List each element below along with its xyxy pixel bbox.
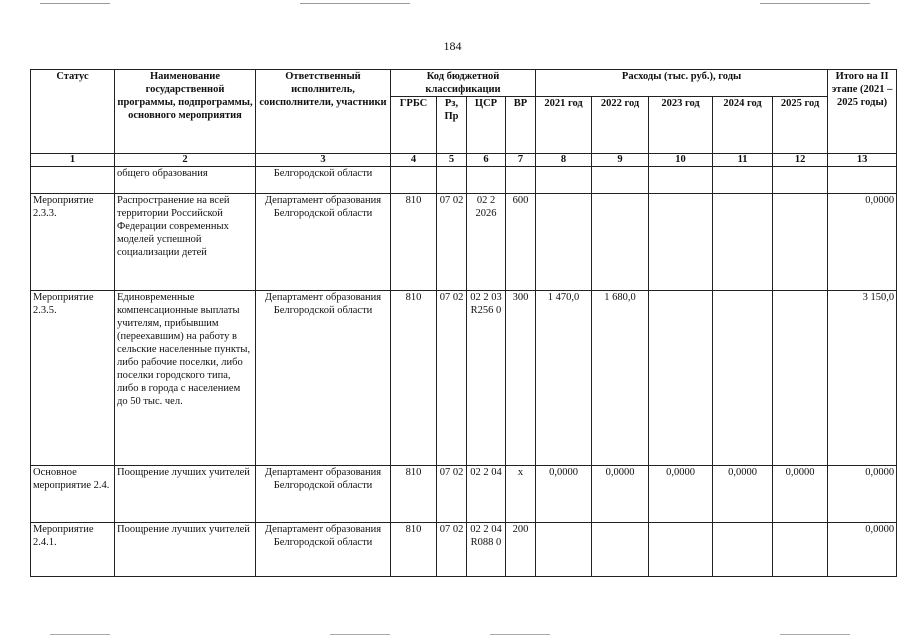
table-row <box>31 291 897 466</box>
header-status: Статус <box>31 70 115 154</box>
header-year-2022: 2022 год <box>592 97 649 154</box>
page-number: 184 <box>443 39 462 53</box>
header-rz-pr: Рз, Пр <box>437 97 467 154</box>
table-row <box>31 466 897 523</box>
header-vr: ВР <box>506 97 536 154</box>
column-number: 5 <box>437 154 467 167</box>
cell-2024 <box>713 523 773 577</box>
header-year-2025: 2025 год <box>773 97 828 154</box>
cell-rz-pr: 07 02 <box>437 291 467 466</box>
cell-csr: 02 2 2026 <box>467 194 506 291</box>
header-year-2024: 2024 год <box>713 97 773 154</box>
cell-status: Мероприятие 2.3.5. <box>31 291 115 466</box>
cell-grbs: 810 <box>391 291 437 466</box>
cell-name: Поощрение лучших учителей <box>115 466 256 523</box>
cell-2024: 0,0000 <box>713 466 773 523</box>
cell-2025 <box>773 523 828 577</box>
table-row <box>31 167 897 194</box>
cell-name: Поощрение лучших учителей <box>115 523 256 577</box>
cell-status: Мероприятие 2.4.1. <box>31 523 115 577</box>
cell-2021: 1 470,0 <box>536 291 592 466</box>
cell-grbs <box>391 167 437 194</box>
cell-rz-pr: 07 02 <box>437 194 467 291</box>
cell-2022: 1 680,0 <box>592 291 649 466</box>
cell-total: 0,0000 <box>828 523 897 577</box>
header-name: Наименование государственной программы, подпрограммы, основного мероприятия <box>115 70 256 154</box>
column-number: 4 <box>391 154 437 167</box>
column-number: 6 <box>467 154 506 167</box>
cell-2022 <box>592 194 649 291</box>
header-csr: ЦСР <box>467 97 506 154</box>
cell-2021 <box>536 167 592 194</box>
cell-2021: 0,0000 <box>536 466 592 523</box>
budget-table <box>30 69 897 577</box>
cell-csr: 02 2 03 R256 0 <box>467 291 506 466</box>
cell-2025 <box>773 194 828 291</box>
column-number: 10 <box>649 154 713 167</box>
cell-2022: 0,0000 <box>592 466 649 523</box>
scan-edge-line <box>300 3 410 4</box>
cell-2023 <box>649 194 713 291</box>
cell-2023 <box>649 167 713 194</box>
cell-grbs: 810 <box>391 194 437 291</box>
cell-name: Единовременные компенсационные выплаты учителям, прибывшим (переехавшим) на работу в сельские населенные пункты, либо рабочие поселки, либо поселки городского типа, либо в города с населением до 50 тыс. чел. <box>115 291 256 466</box>
column-number: 1 <box>31 154 115 167</box>
column-number: 2 <box>115 154 256 167</box>
scan-edge-line <box>780 634 850 635</box>
column-number: 12 <box>773 154 828 167</box>
cell-vr: х <box>506 466 536 523</box>
cell-name: общего образования <box>115 167 256 194</box>
cell-csr: 02 2 04 <box>467 466 506 523</box>
column-number: 13 <box>828 154 897 167</box>
cell-2024 <box>713 291 773 466</box>
cell-vr <box>506 167 536 194</box>
cell-2025: 0,0000 <box>773 466 828 523</box>
cell-status: Мероприятие 2.3.3. <box>31 194 115 291</box>
scan-edge-line <box>330 634 390 635</box>
cell-status <box>31 167 115 194</box>
cell-grbs: 810 <box>391 523 437 577</box>
column-number: 9 <box>592 154 649 167</box>
cell-total: 0,0000 <box>828 466 897 523</box>
cell-2025 <box>773 291 828 466</box>
table-row <box>31 523 897 577</box>
cell-2022 <box>592 523 649 577</box>
cell-2024 <box>713 167 773 194</box>
header-budget-code: Код бюджетной классификации <box>391 70 536 97</box>
column-number: 7 <box>506 154 536 167</box>
scan-edge-line <box>490 634 550 635</box>
cell-responsible: Департамент образования Белгородской области <box>256 194 391 291</box>
scan-edge-line <box>40 3 110 4</box>
cell-csr <box>467 167 506 194</box>
column-number: 11 <box>713 154 773 167</box>
cell-2023: 0,0000 <box>649 466 713 523</box>
cell-2025 <box>773 167 828 194</box>
cell-2023 <box>649 291 713 466</box>
header-expenses: Расходы (тыс. руб.), годы <box>536 70 828 97</box>
cell-vr: 200 <box>506 523 536 577</box>
cell-vr: 300 <box>506 291 536 466</box>
cell-2022 <box>592 167 649 194</box>
header-responsible: Ответственный исполнитель, соисполнители, участники <box>256 70 391 154</box>
cell-total: 3 150,0 <box>828 291 897 466</box>
cell-rz-pr <box>437 167 467 194</box>
cell-2024 <box>713 194 773 291</box>
cell-status: Основное мероприятие 2.4. <box>31 466 115 523</box>
cell-2021 <box>536 194 592 291</box>
column-number: 8 <box>536 154 592 167</box>
scan-edge-line <box>760 3 870 4</box>
cell-vr: 600 <box>506 194 536 291</box>
cell-2023 <box>649 523 713 577</box>
header-year-2023: 2023 год <box>649 97 713 154</box>
cell-csr: 02 2 04 R088 0 <box>467 523 506 577</box>
header-grbs: ГРБС <box>391 97 437 154</box>
cell-grbs: 810 <box>391 466 437 523</box>
scan-edge-line <box>50 634 110 635</box>
cell-total: 0,0000 <box>828 194 897 291</box>
cell-name: Распространение на всей территории Российской Федерации современных моделей успешной социализации детей <box>115 194 256 291</box>
header-total: Итого на II этапе (2021 – 2025 годы) <box>828 70 897 154</box>
cell-responsible: Департамент образования Белгородской области <box>256 466 391 523</box>
cell-2021 <box>536 523 592 577</box>
header-year-2021: 2021 год <box>536 97 592 154</box>
cell-responsible: Белгородской области <box>256 167 391 194</box>
column-number: 3 <box>256 154 391 167</box>
cell-responsible: Департамент образования Белгородской области <box>256 523 391 577</box>
table-row <box>31 194 897 291</box>
cell-responsible: Департамент образования Белгородской области <box>256 291 391 466</box>
cell-total <box>828 167 897 194</box>
cell-rz-pr: 07 02 <box>437 523 467 577</box>
cell-rz-pr: 07 02 <box>437 466 467 523</box>
